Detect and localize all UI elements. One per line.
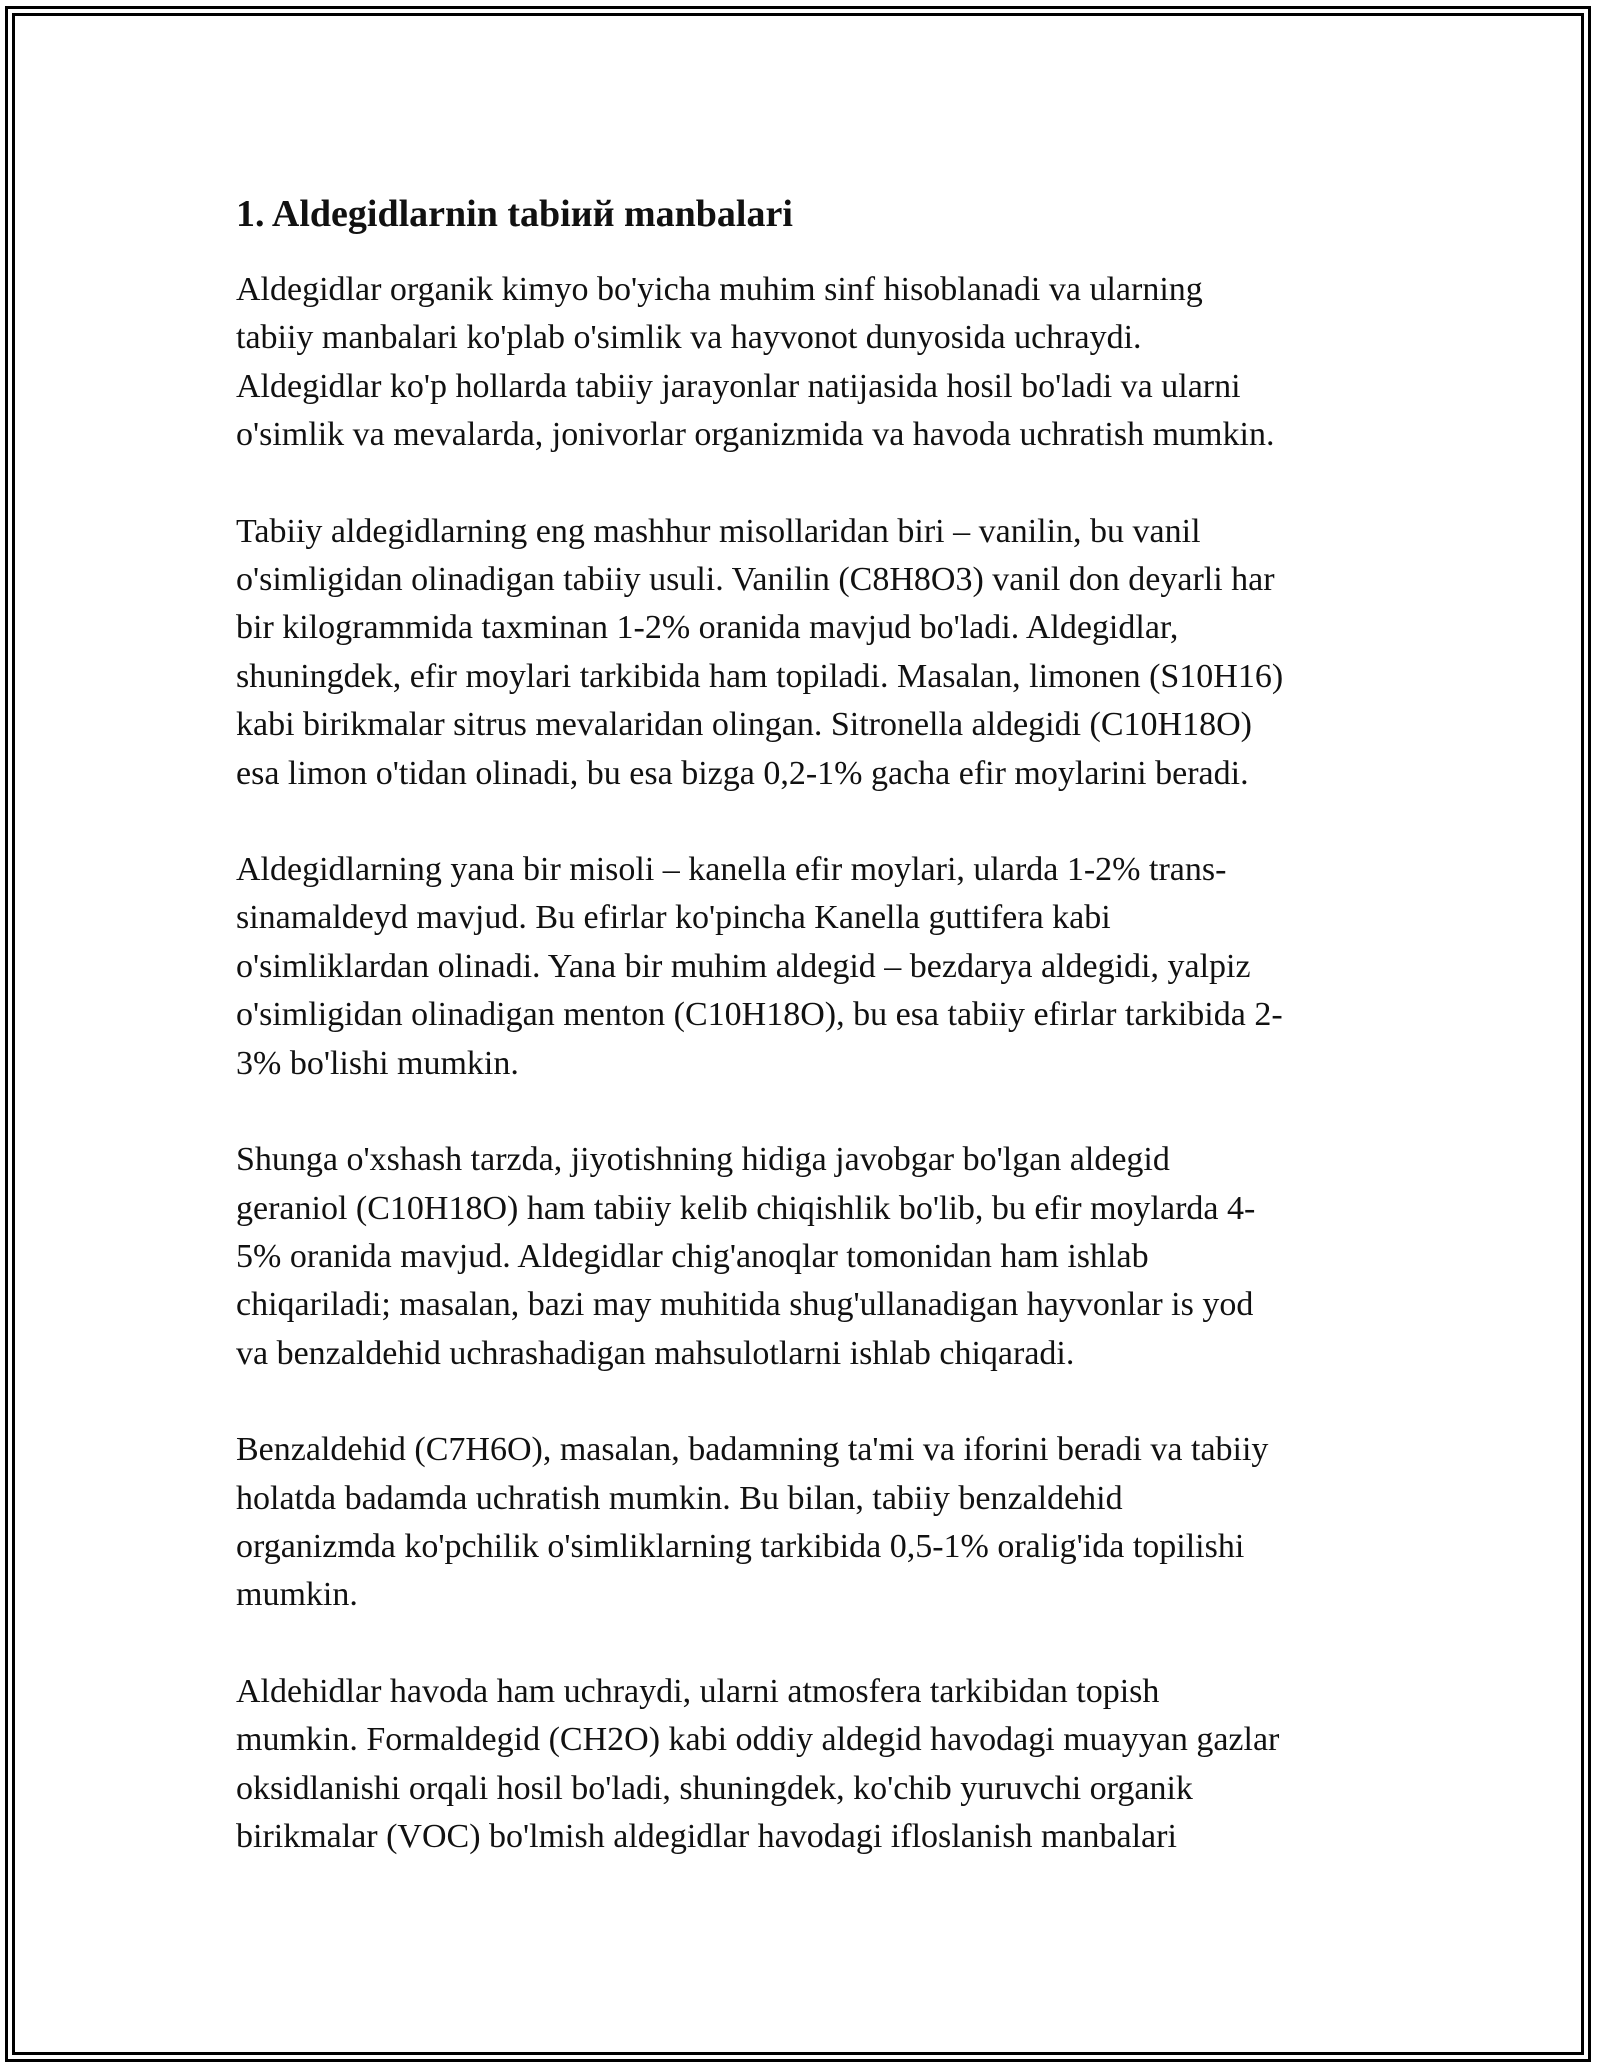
paragraph-line: Aldegidlarning yana bir misoli – kanella efir moylari, ularda 1-2% trans-: [236, 851, 1227, 889]
paragraph: [236, 508, 1376, 798]
paragraph-line: Aldegidlar organik kimyo bo'yicha muhim sinf hisoblanadi va ularning: [236, 271, 1203, 308]
paragraph: [236, 846, 1376, 1088]
paragraph-line: o'simliklardan olinadi. Yana bir muhim aldegid – bezdarya aldegidi, yalpiz: [236, 947, 1251, 985]
paragraph-line: oksidlanishi orqali hosil bo'ladi, shuningdek, ko'chib yuruvchi organik: [236, 1769, 1193, 1807]
paragraph-line: o'simligidan olinadigan tabiiy usuli. Vanilin (C8H8O3) vanil don deyarli har: [236, 561, 1275, 599]
paragraph-line: Tabiiy aldegidlarning eng mashhur misollaridan biri – vanilin, bu vanil: [236, 512, 1201, 550]
paragraph-line: esa limon o'tidan olinadi, bu esa bizga 0,2-1% gacha efir moylarini beradi.: [236, 754, 1249, 792]
paragraph-line: geraniol (C10H18O) ham tabiiy kelib chiqishlik bo'lib, bu efir moylarda 4-: [236, 1189, 1256, 1227]
paragraph-line: Shunga o'xshash tarzda, jiyotishning hidiga javobgar bo'lgan aldegid: [236, 1141, 1170, 1179]
paragraph-line: va benzaldehid uchrashadigan mahsulotlarni ishlab chiqaradi.: [236, 1334, 1075, 1372]
paragraph-line: mumkin. Formaldegid (CH2O) kabi oddiy aldegid havodagi muayyan gazlar: [236, 1721, 1280, 1759]
paragraph-line: mumkin.: [236, 1576, 358, 1614]
section-heading: 1. Aldegidlarnin tabiий manbalari: [236, 193, 793, 235]
paragraph-line: sinamaldeyd mavjud. Bu efirlar ko'pincha Kanella guttifera kabi: [236, 899, 1111, 937]
paragraph-line: o'simlik va mevalarda, jonivorlar organizmida va havoda uchratish mumkin.: [236, 416, 1275, 454]
paragraph-line: 3% bo'lishi mumkin.: [236, 1044, 519, 1082]
paragraph-line: Aldegidlar ko'p hollarda tabiiy jarayonlar natijasida hosil bo'ladi va ularni: [236, 367, 1241, 405]
paragraph-line: tabiiy manbalari ko'plab o'simlik va hayvonot dunyosida uchraydi.: [236, 319, 1142, 357]
paragraph: [236, 1668, 1376, 1862]
paragraph-line: bir kilogrammida taxminan 1-2% oranida mavjud bo'ladi. Aldegidlar,: [236, 609, 1179, 647]
paragraph-line: Benzaldehid (C7H6O), masalan, badamning ta'mi va iforini beradi va tabiiy: [236, 1431, 1269, 1469]
paragraph-line: chiqariladi; masalan, bazi may muhitida shug'ullanadigan hayvonlar is yod: [236, 1286, 1254, 1324]
paragraph-line: holatda badamda uchratish mumkin. Bu bilan, tabiiy benzaldehid: [236, 1479, 1123, 1517]
paragraph-line: o'simligidan olinadigan menton (C10H18O), bu esa tabiiy efirlar tarkibida 2-: [236, 996, 1283, 1034]
paragraph: [236, 266, 1376, 460]
paragraph-line: shuningdek, efir moylari tarkibida ham topiladi. Masalan, limonen (S10H16): [236, 657, 1284, 695]
paragraph-line: organizmda ko'pchilik o'simliklarning tarkibida 0,5-1% oralig'ida topilishi: [236, 1527, 1245, 1565]
paragraph-line: kabi birikmalar sitrus mevalaridan olingan. Sitronella aldegidi (C10H18O): [236, 706, 1252, 744]
paragraph-list: [236, 266, 1376, 1861]
paragraph: [236, 1426, 1376, 1620]
document-body: [236, 186, 1376, 1861]
paragraph-line: birikmalar (VOC) bo'lmish aldegidlar havodagi ifloslanish manbalari: [236, 1817, 1177, 1855]
paragraph-line: Aldehidlar havoda ham uchraydi, ularni atmosfera tarkibidan topish: [236, 1672, 1160, 1710]
paragraph-line: 5% oranida mavjud. Aldegidlar chig'anoqlar tomonidan ham ishlab: [236, 1237, 1149, 1275]
paragraph: [236, 1136, 1376, 1378]
